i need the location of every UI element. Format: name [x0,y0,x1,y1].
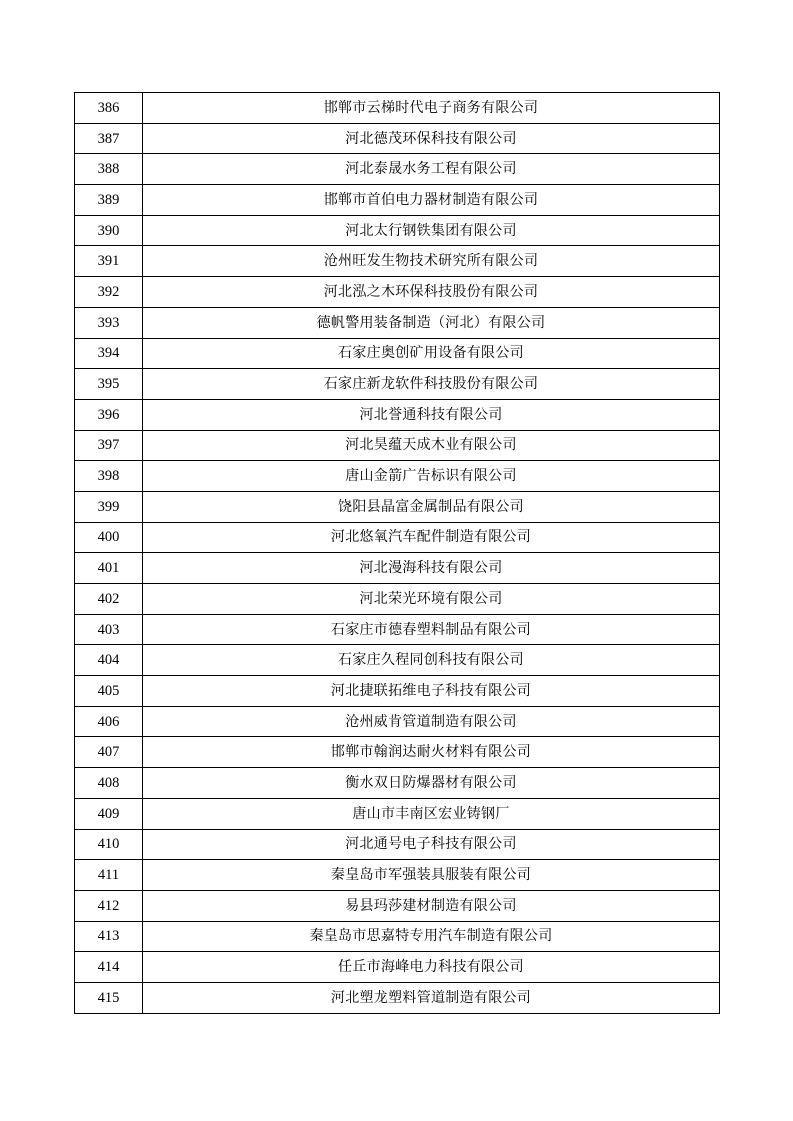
row-number: 412 [75,890,143,921]
table-row [75,614,720,645]
table-row [75,860,720,891]
table-row [75,185,720,216]
table-row [75,215,720,246]
company-name: 石家庄市德春塑料制品有限公司 [143,614,720,645]
table-row [75,921,720,952]
company-name: 河北誉通科技有限公司 [143,399,720,430]
row-number: 411 [75,860,143,891]
company-name: 河北漫海科技有限公司 [143,553,720,584]
company-name: 邯郸市云梯时代电子商务有限公司 [143,93,720,124]
table-row [75,645,720,676]
table-row [75,430,720,461]
company-name: 河北捷联拓维电子科技有限公司 [143,676,720,707]
company-name: 沧州威肯管道制造有限公司 [143,706,720,737]
row-number: 386 [75,93,143,124]
row-number: 407 [75,737,143,768]
company-name: 石家庄奥创矿用设备有限公司 [143,338,720,369]
row-number: 399 [75,491,143,522]
table-row [75,829,720,860]
row-number: 413 [75,921,143,952]
company-name: 河北泰晟水务工程有限公司 [143,154,720,185]
company-name: 河北太行钢铁集团有限公司 [143,215,720,246]
row-number: 401 [75,553,143,584]
row-number: 392 [75,277,143,308]
company-name: 秦皇岛市军强装具服装有限公司 [143,860,720,891]
table-row [75,584,720,615]
company-name: 河北荣光环境有限公司 [143,584,720,615]
company-name: 任丘市海峰电力科技有限公司 [143,952,720,983]
row-number: 397 [75,430,143,461]
company-name: 河北塑龙塑料管道制造有限公司 [143,982,720,1013]
table-row [75,399,720,430]
row-number: 409 [75,798,143,829]
table-row [75,123,720,154]
company-list-table [74,92,720,1014]
company-name: 石家庄新龙软件科技股份有限公司 [143,369,720,400]
table-row [75,93,720,124]
table-row [75,706,720,737]
row-number: 388 [75,154,143,185]
row-number: 404 [75,645,143,676]
table-row [75,768,720,799]
company-name: 唐山市丰南区宏业铸钢厂 [143,798,720,829]
company-name: 河北悠氧汽车配件制造有限公司 [143,522,720,553]
row-number: 389 [75,185,143,216]
table-row [75,246,720,277]
table-row [75,553,720,584]
table-row [75,277,720,308]
row-number: 405 [75,676,143,707]
table-row [75,982,720,1013]
row-number: 415 [75,982,143,1013]
row-number: 410 [75,829,143,860]
company-name: 秦皇岛市思嘉特专用汽车制造有限公司 [143,921,720,952]
row-number: 395 [75,369,143,400]
row-number: 387 [75,123,143,154]
table-row [75,154,720,185]
company-name: 德帆警用装备制造（河北）有限公司 [143,307,720,338]
table-row [75,522,720,553]
company-name: 河北昊蕴天成木业有限公司 [143,430,720,461]
company-name: 饶阳县晶富金属制品有限公司 [143,491,720,522]
row-number: 414 [75,952,143,983]
table-row [75,890,720,921]
company-name: 邯郸市翰润达耐火材料有限公司 [143,737,720,768]
row-number: 398 [75,461,143,492]
row-number: 390 [75,215,143,246]
company-name: 河北泓之木环保科技股份有限公司 [143,277,720,308]
table-row [75,369,720,400]
row-number: 391 [75,246,143,277]
company-name: 石家庄久程同创科技有限公司 [143,645,720,676]
company-name: 沧州旺发生物技术研究所有限公司 [143,246,720,277]
row-number: 403 [75,614,143,645]
company-name: 唐山金箭广告标识有限公司 [143,461,720,492]
company-name: 河北通号电子科技有限公司 [143,829,720,860]
company-list-body [75,93,720,1014]
table-row [75,676,720,707]
company-name: 易县玛莎建材制造有限公司 [143,890,720,921]
row-number: 408 [75,768,143,799]
row-number: 406 [75,706,143,737]
table-row [75,491,720,522]
company-name: 河北德茂环保科技有限公司 [143,123,720,154]
table-row [75,952,720,983]
row-number: 393 [75,307,143,338]
company-name: 衡水双日防爆器材有限公司 [143,768,720,799]
company-name: 邯郸市首伯电力器材制造有限公司 [143,185,720,216]
row-number: 396 [75,399,143,430]
row-number: 402 [75,584,143,615]
table-row [75,307,720,338]
row-number: 394 [75,338,143,369]
table-row [75,798,720,829]
row-number: 400 [75,522,143,553]
table-row [75,461,720,492]
table-row [75,338,720,369]
table-row [75,737,720,768]
